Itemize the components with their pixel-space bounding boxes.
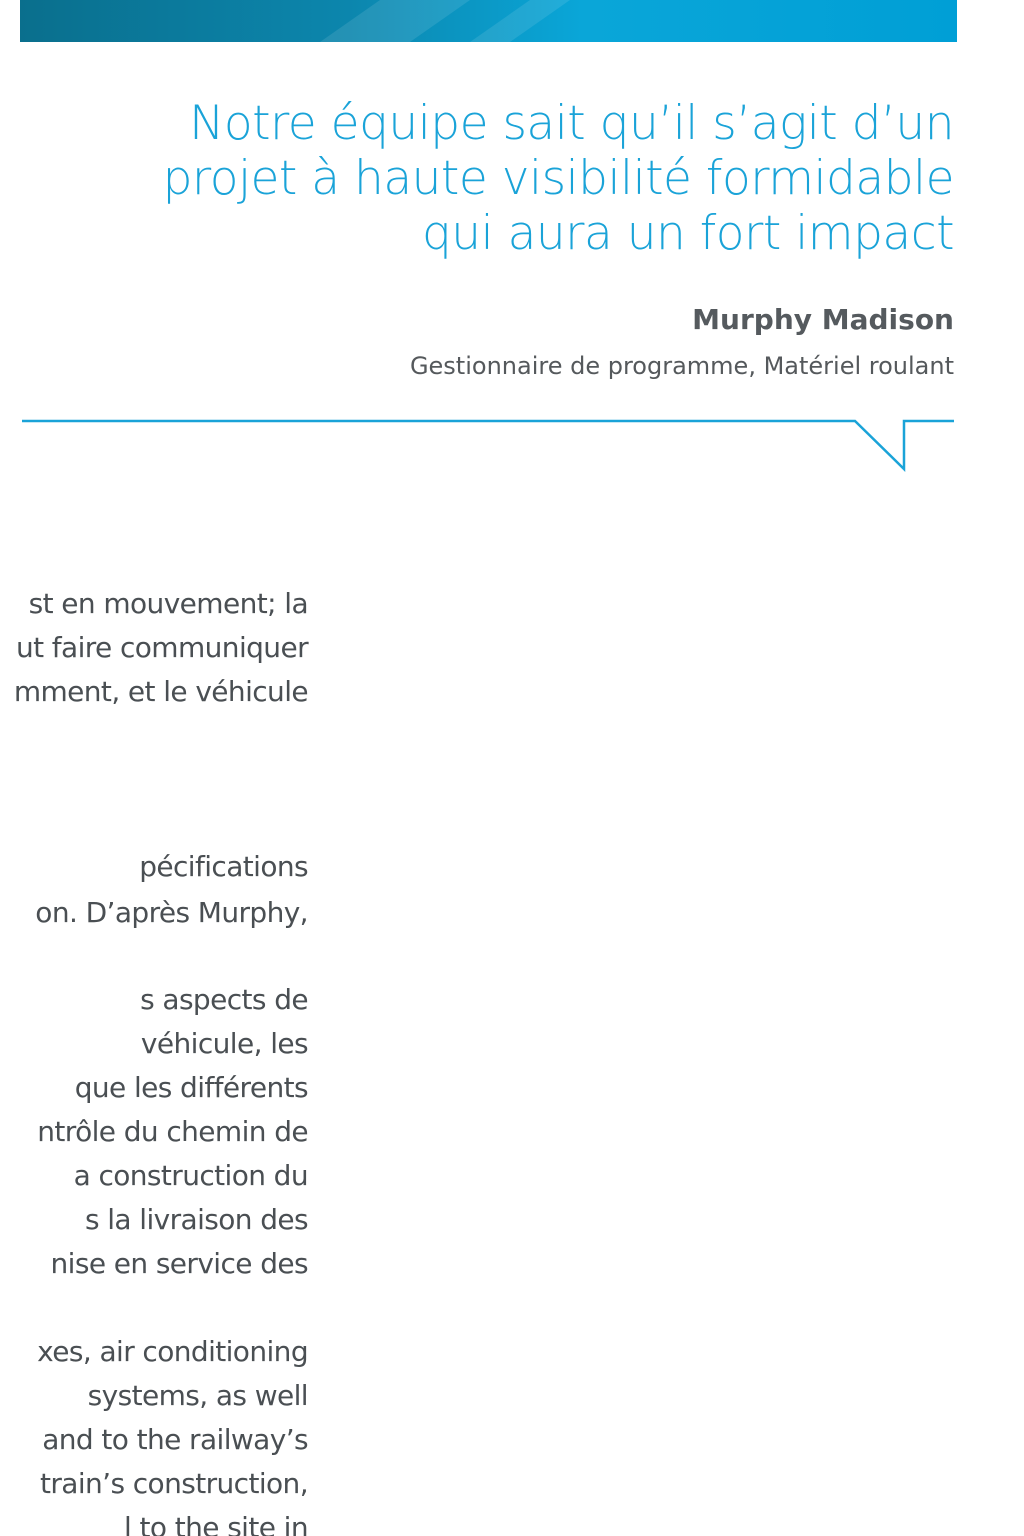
body-line: nise en service des: [50, 1247, 308, 1280]
body-line: train’s construction,: [40, 1467, 308, 1500]
body-line: and to the railway’s: [42, 1423, 308, 1456]
body-line: ut faire communiquer: [15, 631, 308, 664]
body-line: xes, air conditioning: [37, 1335, 308, 1368]
body-line: pécifications: [139, 850, 308, 883]
banner-streak: [320, 0, 470, 42]
body-line: s la livraison des: [84, 1203, 308, 1236]
body-line: que les différents: [74, 1071, 308, 1104]
body-line: systems, as well: [87, 1379, 308, 1412]
body-line: véhicule, les: [140, 1027, 308, 1060]
body-line: on. D’après Murphy,: [35, 896, 308, 929]
pull-quote-line: Notre équipe sait qu’il s’agit d’un: [189, 96, 954, 151]
banner-streak: [470, 0, 570, 42]
body-line: mment, et le véhicule: [13, 675, 308, 708]
body-line: l to the site in: [124, 1511, 308, 1536]
pull-quote-line: projet à haute visibilité formidable: [162, 151, 954, 206]
body-line: s aspects de: [140, 983, 308, 1016]
body-line: ntrôle du chemin de: [37, 1115, 308, 1148]
pull-quote-line: qui aura un fort impact: [421, 206, 954, 261]
quote-author-title: Gestionnaire de programme, Matériel roulant: [409, 352, 954, 380]
body-line: a construction du: [73, 1159, 308, 1192]
body-line: st en mouvement; la: [28, 587, 308, 620]
quote-author-name: Murphy Madison: [692, 303, 954, 336]
body-text-column: [0, 0, 330, 1536]
